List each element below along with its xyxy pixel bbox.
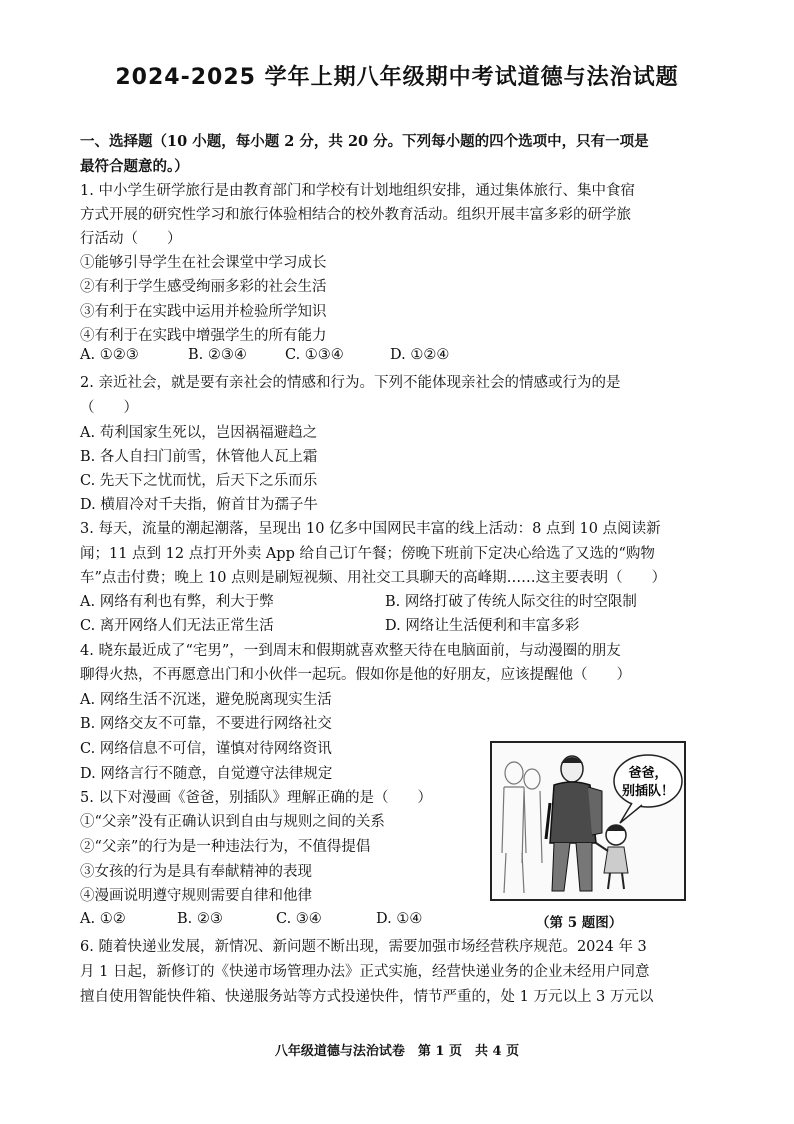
q2-stem-line1: 2. 亲近社会，就是要有亲社会的情感和行为。下列不能体现亲社会的情感或行为的是 <box>80 375 621 391</box>
page-footer: 八年级道德与法治试卷 第 1 页 共 4 页 <box>274 1044 520 1059</box>
q5-stem: 5. 以下对漫画《爸爸，别插队》理解正确的是（ ） <box>80 790 432 806</box>
queue-people <box>502 762 542 893</box>
q4-stem-line1: 4. 晓东最近成了“宅男”，一到周末和假期就喜欢整天待在电脑面前，与动漫圈的朋友 <box>80 643 621 659</box>
q3-option-d: D. 网络让生活便利和丰富多彩 <box>385 618 580 634</box>
section-header-line1: 一、选择题（10 小题，每小题 2 分，共 20 分。下列每小题的四个选项中，只有一项是 <box>80 133 649 150</box>
section-header-line2: 最符合题意的。） <box>80 158 189 175</box>
q2-option-d: D. 横眉冷对千夫指，俯首甘为孺子牛 <box>80 497 318 513</box>
q5-option-d: D. ①④ <box>376 911 423 927</box>
q1-statement-1: ①能够引导学生在社会课堂中学习成长 <box>80 255 327 271</box>
q6-stem-line3: 擅自使用智能快件箱、快递服务站等方式投递快件，情节严重的，处 1 万元以上 3 万元以 <box>80 989 654 1005</box>
q4-option-d: D. 网络言行不随意，自觉遵守法律规定 <box>80 766 333 782</box>
q5-statement-3: ③女孩的行为是具有奉献精神的表现 <box>80 864 312 880</box>
q1-stem-line1: 1. 中小学生研学旅行是由教育部门和学校有计划地组织安排，通过集体旅行、集中食宿 <box>80 183 635 199</box>
q6-stem-line2: 月 1 日起，新修订的《快递市场管理办法》正式实施，经营快递业务的企业未经用户同意 <box>80 964 650 980</box>
page-title: 2024-2025 学年上期八年级期中考试道德与法治试题 <box>115 65 679 90</box>
q2-option-c: C. 先天下之忧而忧，后天下之乐而乐 <box>80 473 318 489</box>
q3-option-b: B. 网络打破了传统人际交往的时空限制 <box>385 594 637 610</box>
q3-stem-line3: 车”点击付费；晚上 10 点则是刷短视频、用社交工具聊天的高峰期……这主要表明（ ） <box>80 570 667 586</box>
q5-option-a: A. ①② <box>80 911 126 927</box>
comic-caption: （第 5 题图） <box>536 915 623 931</box>
q4-option-b: B. 网络交友不可靠，不要进行网络社交 <box>80 716 332 732</box>
comic-illustration <box>490 741 686 901</box>
q1-statement-2: ②有利于学生感受绚丽多彩的社会生活 <box>80 279 327 295</box>
q3-option-a: A. 网络有利也有弊，利大于弊 <box>80 594 274 610</box>
comic-drawing <box>492 743 684 899</box>
q3-option-c: C. 离开网络人们无法正常生活 <box>80 618 274 634</box>
q1-statement-3: ③有利于在实践中运用并检验所学知识 <box>80 304 327 320</box>
q5-statement-2: ②“父亲”的行为是一种违法行为，不值得提倡 <box>80 839 371 855</box>
speech-text-line2: 别插队！ <box>621 784 675 799</box>
q1-option-c: C. ①③④ <box>285 347 344 363</box>
girl-figure <box>596 825 628 889</box>
q2-stem-line2: （ ） <box>80 400 138 416</box>
q3-stem-line2: 闻；11 点到 12 点打开外卖 App 给自己订午餐；傍晚下班前下定决心给选了又选的“购物 <box>80 546 655 562</box>
q1-statement-4: ④有利于在实践中增强学生的所有能力 <box>80 328 327 344</box>
q1-stem-line3: 行活动（ ） <box>80 231 182 247</box>
q2-option-a: A. 苟利国家生死以，岂因祸福避趋之 <box>80 425 318 441</box>
speech-bubble <box>614 755 682 807</box>
q1-option-b: B. ②③④ <box>188 347 247 363</box>
q5-statement-1: ①“父亲”没有正确认识到自由与规则之间的关系 <box>80 814 385 830</box>
q5-option-c: C. ③④ <box>276 911 322 927</box>
q4-stem-line2: 聊得火热，不再愿意出门和小伙伴一起玩。假如你是他的好朋友，应该提醒他（ ） <box>80 667 631 683</box>
q3-stem-line1: 3. 每天，流量的潮起潮落，呈现出 10 亿多中国网民丰富的线上活动：8 点到 10 点阅读新 <box>80 521 661 537</box>
q1-option-a: A. ①②③ <box>80 347 139 363</box>
q2-option-b: B. 各人自扫门前雪，休管他人瓦上霜 <box>80 449 318 465</box>
q5-statement-4: ④漫画说明遵守规则需要自律和他律 <box>80 888 312 904</box>
q5-option-b: B. ②③ <box>177 911 223 927</box>
q1-option-d: D. ①②④ <box>390 347 450 363</box>
father-figure <box>546 756 602 891</box>
q4-option-c: C. 网络信息不可信，谨慎对待网络资讯 <box>80 741 332 757</box>
q4-option-a: A. 网络生活不沉迷，避免脱离现实生活 <box>80 692 332 708</box>
q1-stem-line2: 方式开展的研究性学习和旅行体验相结合的校外教育活动。组织开展丰富多彩的研学旅 <box>80 207 631 223</box>
speech-text-line1: 爸爸， <box>628 766 668 781</box>
q6-stem-line1: 6. 随着快递业发展，新情况、新问题不断出现，需要加强市场经营秩序规范。2024 年 3 <box>80 939 647 955</box>
